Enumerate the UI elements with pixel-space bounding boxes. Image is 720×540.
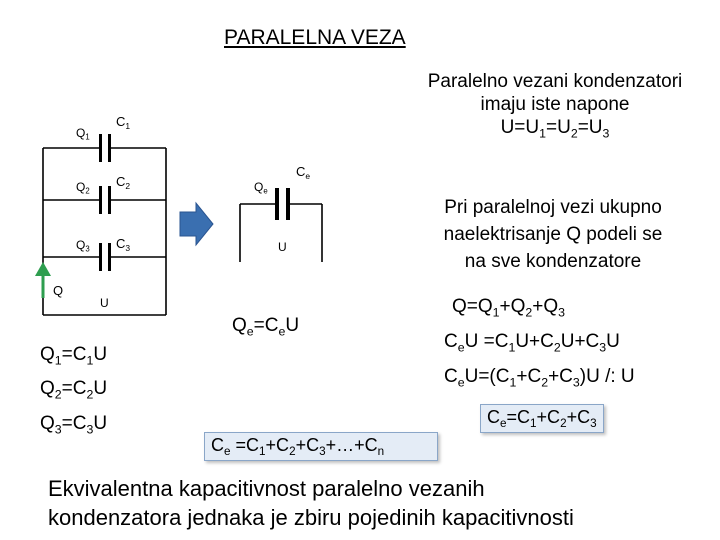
- label-q-total: Q: [53, 283, 64, 298]
- left-capacitor-plates: [99, 134, 111, 271]
- note-mid-line2: naelektrisanje Q podeli se: [443, 224, 663, 245]
- label-q3: $Q_3$: [76, 238, 90, 254]
- note-charge-split: [405, 194, 701, 275]
- note-mid-line1: Pri paralelnoj vezi ukupno: [444, 197, 662, 218]
- conclusion-text: [48, 474, 574, 532]
- note-top-line1: Paralelno vezani kondenzatori: [427, 71, 683, 92]
- right-equation-2: $C_eU =C_1U+C_2U+C_3U$: [444, 331, 620, 355]
- label-qe: $Q_e$: [254, 180, 268, 196]
- label-c3: $C_3$: [116, 236, 131, 253]
- equivalent-capacitor-plates: [275, 188, 290, 220]
- note-same-voltage: [405, 70, 705, 145]
- label-q1: $Q_1$: [76, 126, 90, 142]
- left-equation-2: $Q_2=C_2U$: [40, 378, 108, 402]
- center-equation: $Q_e=C_eU$: [232, 315, 300, 339]
- label-u-right: U: [278, 240, 287, 254]
- result-box-general: $C_e$ $=C_1+C_2+C_3+\dots+C_n$: [204, 432, 438, 461]
- label-c1: $C_1$: [116, 114, 131, 131]
- label-u-left: U: [100, 296, 109, 310]
- label-q2: $Q_2$: [76, 180, 90, 196]
- note-top-line2: imaju iste napone: [480, 94, 630, 115]
- label-ce: $C_e$: [296, 164, 311, 181]
- right-equation-1: $Q=Q_1+Q_2+Q_3$: [452, 296, 566, 320]
- note-top-equation: $U=U_1=U_2=U_3$: [500, 117, 610, 141]
- charge-arrow-icon: [35, 262, 51, 298]
- left-equation-1: $Q_1=C_1U$: [40, 344, 108, 368]
- equivalence-arrow-icon: [180, 203, 213, 245]
- label-c2: $C_2$: [116, 174, 131, 191]
- page-title: PARALELNA VEZA: [224, 26, 406, 49]
- conclusion-line1: Ekvivalentna kapacitivnost paralelno vezanih: [48, 476, 485, 501]
- right-equation-3: $C_eU=(C_1+C_2+C_3)U$ /: U: [444, 366, 635, 390]
- left-equation-3: $Q_3=C_3U$: [40, 413, 108, 437]
- note-mid-line3: na sve kondenzatore: [464, 251, 642, 272]
- result-box-right: $C_e=C_1+C_2+C_3$: [480, 404, 604, 433]
- conclusion-line2: kondenzatora jednaka je zbiru pojedinih kapacitivnosti: [48, 505, 574, 530]
